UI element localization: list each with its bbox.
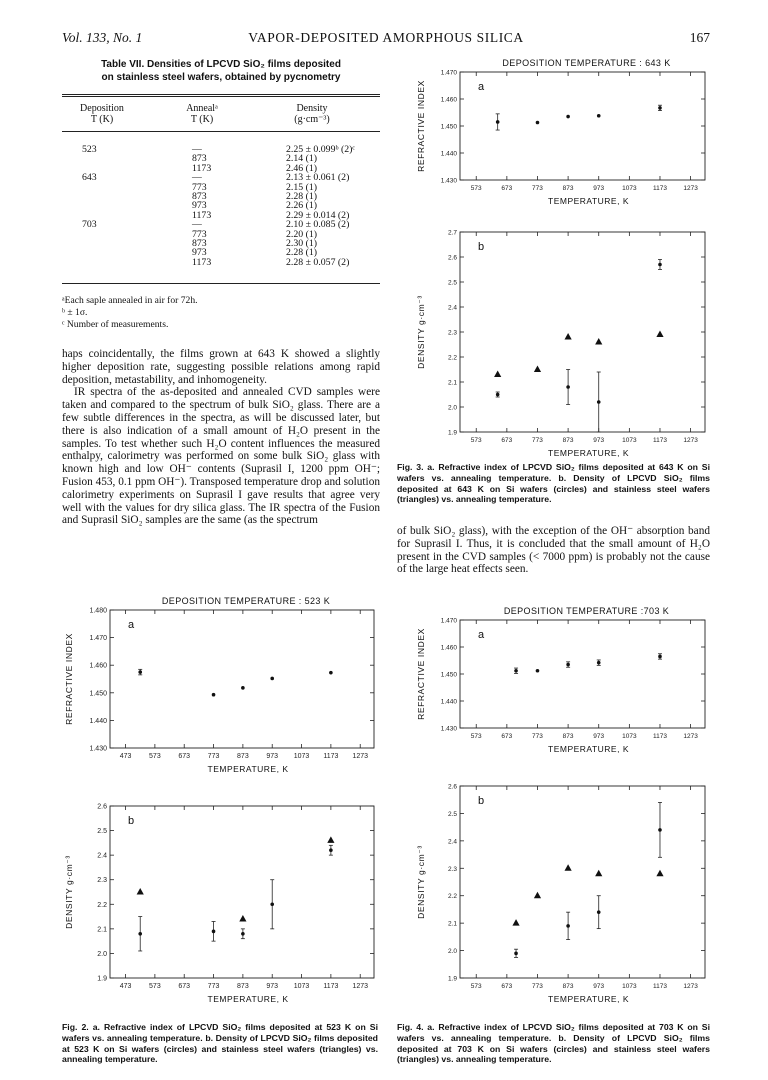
table-cell-density: 2.29 ± 0.014 (2) [286,209,350,221]
y-tick-label: 2.0 [97,950,107,958]
x-tick-label: 1273 [683,733,698,740]
plot-frame [460,786,705,978]
table-cell-deposition: 703 [82,219,97,231]
x-tick-label: 1173 [652,733,667,740]
data-point-triangle [565,864,572,871]
panel-label: a [478,629,485,641]
x-tick-label: 673 [501,733,513,740]
data-point-circle [270,902,274,906]
x-tick-label: 673 [501,983,513,990]
data-point-circle [597,910,601,914]
table-cell-density: 2.26 (1) [286,200,318,212]
x-tick-label: 1273 [352,983,369,990]
table-cell-anneal: 773 [192,181,207,193]
y-axis-label: DENSITY g·cm⁻³ [416,295,426,369]
y-tick-label: 2.1 [97,926,107,934]
data-point-circle [212,930,216,934]
table-cell-deposition: 643 [82,172,97,184]
x-axis-label: TEMPERATURE, K [207,764,289,774]
y-tick-label: 2.2 [447,893,457,901]
x-tick-label: 673 [178,983,191,990]
y-tick-label: 2.3 [447,329,457,337]
data-point-triangle [512,919,519,926]
y-tick-label: 1.430 [440,177,457,185]
y-tick-label: 2.4 [447,304,457,312]
y-tick-label: 2.1 [447,379,457,387]
table-cell-density: 2.30 (1) [286,238,318,250]
footnote-b: ᵇ ± 1σ. [62,307,88,318]
data-point-triangle [656,331,663,338]
footnote-c: ᶜ Number of measurements. [62,319,169,330]
data-point-circle [241,932,245,936]
data-point-triangle [595,338,602,345]
figure-2-caption: Fig. 2. a. Refractive index of LPCVD SiO₂ films deposited at 523 K on Si wafers vs. annealing temperature. b. Density of LPCVD SiO₂ films deposited at 523 K on Si wafers (circles) and stainless steel wafers (triangles) vs. annealing temperature. [62,1022,378,1065]
table-cell-density: 2.28 ± 0.057 (2) [286,256,350,268]
table-cell-anneal: 973 [192,200,207,212]
y-tick-label: 1.480 [89,607,107,615]
data-point-circle [514,952,518,956]
data-point-triangle [656,870,663,877]
x-tick-label: 873 [562,733,574,740]
data-point-circle [138,932,142,936]
y-tick-label: 1.430 [89,745,107,753]
y-tick-label: 1.430 [440,725,457,733]
y-tick-label: 2.6 [447,783,457,791]
data-point-circle [329,671,333,675]
col-header-deposition-unit: T (K) [90,114,114,125]
col-header-anneal-unit: T (K) [190,114,214,125]
paragraph-1: haps coincidentally, the films grown at 643 K showed a slightly higher deposition rate, suggesting possible relations among rapid deposition, metastability, and inhomogeneity. [62,348,380,386]
y-axis-label: REFRACTIVE INDEX [416,80,426,172]
table-cell-density: 2.28 (1) [286,247,318,259]
data-point-triangle [137,888,144,895]
y-tick-label: 2.0 [447,948,457,956]
data-point-circle [566,115,570,119]
data-point-circle [658,106,662,110]
x-tick-label: 973 [593,185,605,192]
data-point-triangle [595,870,602,877]
y-tick-label: 2.3 [447,865,457,873]
y-tick-label: 2.2 [97,901,107,909]
x-tick-label: 973 [266,983,279,990]
x-tick-label: 873 [562,983,574,990]
x-tick-label: 573 [470,983,482,990]
x-tick-label: 1073 [622,185,637,192]
y-tick-label: 1.470 [440,69,457,77]
y-tick-label: 1.440 [440,698,457,706]
x-tick-label: 1073 [622,983,637,990]
x-tick-label: 673 [501,185,513,192]
data-point-circle [270,677,274,681]
y-tick-label: 1.9 [447,975,457,983]
x-tick-label: 973 [266,753,279,760]
y-tick-label: 2.1 [447,920,457,928]
col-header-density: Density [296,103,328,114]
x-axis-label: TEMPERATURE, K [548,744,629,754]
table-cell-anneal: 1173 [192,256,212,268]
table-cell-anneal: — [192,219,202,231]
panel-label: b [478,241,485,253]
y-tick-label: 2.0 [447,404,457,412]
x-axis-label: TEMPERATURE, K [548,196,629,206]
y-axis-label: DENSITY g·cm⁻³ [416,845,426,919]
x-tick-label: 773 [532,437,543,444]
table-cell-density: 2.20 (1) [286,228,318,240]
data-point-circle [597,400,601,404]
y-tick-label: 1.9 [447,429,457,437]
data-point-triangle [494,371,501,378]
y-tick-label: 1.450 [440,671,457,679]
table-title-line2: on stainless steel wafers, obtained by pycnometry [101,72,341,83]
x-tick-label: 573 [470,437,482,444]
table-cell-anneal: 873 [192,153,207,165]
table-cell-deposition: 523 [82,144,97,155]
table-cell-density: 2.14 (1) [286,153,318,165]
x-tick-label: 973 [593,733,605,740]
data-point-circle [496,120,500,124]
x-tick-label: 573 [470,185,482,192]
y-axis-label: REFRACTIVE INDEX [416,628,426,720]
x-tick-label: 673 [178,753,191,760]
panel-label: a [128,619,135,631]
x-tick-label: 973 [593,983,605,990]
table-cell-anneal: 773 [192,228,207,240]
panel-label: b [478,795,485,807]
x-tick-label: 1273 [683,185,698,192]
paragraph-3: of bulk SiO₂ glass), with the exception of the OH⁻ absorption band for Suprasil I. Thus, it is concluded that the small amount of H₂O present in the CVD samples (< 7000 ppm) is probably not the cause of the large heat effects seen. [397,525,710,576]
y-tick-label: 2.2 [447,354,457,362]
y-tick-label: 2.4 [447,838,457,846]
data-point-circle [496,393,500,397]
y-tick-label: 2.3 [97,877,107,885]
x-tick-label: 773 [207,753,220,760]
running-title: VAPOR-DEPOSITED AMORPHOUS SILICA [248,30,524,45]
x-tick-label: 1073 [622,437,637,444]
panel-label: a [478,81,485,93]
y-tick-label: 1.460 [440,644,457,652]
x-axis-label: TEMPERATURE, K [207,994,289,1004]
table-title-line1: Table VII. Densities of LPCVD SiO₂ films deposited [101,59,341,70]
y-tick-label: 1.460 [440,96,457,104]
data-point-circle [597,114,601,118]
table-cell-density: 2.28 (1) [286,191,318,203]
data-point-circle [138,670,142,674]
x-tick-label: 873 [562,437,574,444]
data-point-triangle [565,333,572,340]
paragraph-2: IR spectra of the as-deposited and annealed CVD samples were taken and compared to the spectrum of bulk SiO₂ glass. There are a few subtle differences in the spectra, as will be discussed later, but there is also indication of a small amount of H₂O present in the samples. To test whether such H₂O content influences the measured enthalpy, calorimetry was performed on some bulk SiO₂ glass with known high and low OH⁻ contents (Suprasil I, 1200 ppm OH⁻; Fusion 453, 0.1 ppm OH⁻). Transposed temperature drop and solution calorimetry experiments on Suprasil I gave results that agree very well with the values for dry silica glass. The IR spectra of the Fusion and Suprasil SiO₂ samples are the same (as the spectrum [62,386,380,527]
x-tick-label: 1273 [683,983,698,990]
data-point-triangle [327,836,334,843]
table-cell-anneal: 973 [192,247,207,259]
data-point-circle [658,655,662,659]
y-axis-label: REFRACTIVE INDEX [64,633,74,725]
y-tick-label: 1.440 [440,150,457,158]
col-header-density-unit: (g·cm⁻³) [294,114,330,125]
plot-frame [460,232,705,432]
data-point-circle [329,848,333,852]
x-tick-label: 773 [207,983,220,990]
x-tick-label: 1173 [652,983,667,990]
y-tick-label: 1.9 [97,975,107,983]
table-cell-anneal: — [192,144,202,155]
chart-title: DEPOSITION TEMPERATURE :703 K [503,606,670,616]
x-tick-label: 673 [501,437,513,444]
y-tick-label: 2.5 [447,810,457,818]
figure-4-caption: Fig. 4. a. Refractive index of LPCVD SiO₂ films deposited at 703 K on Si wafers vs. annealing temperature. b. Density of LPCVD SiO₂ films deposited at 703 K on Si wafers (circles) and stainless steel wafers (triangles) vs. annealing temperature. [397,1022,710,1065]
x-axis-label: TEMPERATURE, K [548,994,629,1004]
table-cell-anneal: 873 [192,238,207,250]
y-tick-label: 2.5 [97,828,107,836]
y-tick-label: 2.6 [97,803,107,811]
y-tick-label: 1.440 [89,717,107,725]
x-tick-label: 1073 [293,753,310,760]
x-tick-label: 473 [119,753,132,760]
table-cell-density: 2.46 (1) [286,162,318,174]
data-point-circle [597,661,601,665]
y-axis-label: DENSITY g·cm⁻³ [64,855,74,929]
y-tick-label: 1.460 [89,662,107,670]
data-point-circle [241,686,245,690]
plot-frame [460,620,705,728]
data-point-circle [514,669,518,673]
table-cell-anneal: 1173 [192,209,212,221]
data-point-circle [566,385,570,389]
x-tick-label: 1173 [323,983,339,990]
x-tick-label: 773 [532,733,543,740]
x-axis-label: TEMPERATURE, K [548,448,629,458]
x-tick-label: 1173 [652,185,667,192]
x-tick-label: 1273 [683,437,698,444]
data-point-triangle [534,366,541,373]
data-point-circle [658,263,662,267]
x-tick-label: 1073 [293,983,310,990]
table-cell-density: 2.10 ± 0.085 (2) [286,219,350,231]
journal-volume: Vol. 133, No. 1 [62,30,143,45]
data-point-circle [536,669,540,673]
data-point-circle [536,121,540,125]
y-tick-label: 1.450 [89,690,107,698]
chart-title: DEPOSITION TEMPERATURE : 643 K [502,58,671,68]
figure-3-caption: Fig. 3. a. Refractive index of LPCVD SiO₂ films deposited at 643 K on Si wafers vs. annealing temperature. b. Density of LPCVD SiO₂ films deposited at 643 K on Si wafers (circles) and stainless steel wafers (triangles) vs. annealing temperature. [397,462,710,505]
x-tick-label: 773 [532,983,543,990]
table-cell-anneal: — [192,172,202,184]
footnote-a: ᵃEach saple annealed in air for 72h. [62,295,198,306]
x-tick-label: 873 [237,983,249,990]
x-tick-label: 573 [149,983,161,990]
data-point-triangle [534,892,541,899]
y-tick-label: 2.5 [447,279,457,287]
y-tick-label: 2.7 [447,229,457,237]
page-number: 167 [689,30,710,45]
chart-title: DEPOSITION TEMPERATURE : 523 K [161,596,331,606]
col-header-anneal: Annealᵃ [186,103,218,114]
table-cell-density: 2.15 (1) [286,181,318,193]
x-tick-label: 1173 [652,437,667,444]
data-point-circle [212,693,216,697]
x-tick-label: 973 [593,437,605,444]
data-point-circle [658,828,662,832]
plot-frame [110,806,374,978]
y-tick-label: 2.4 [97,852,107,860]
y-tick-label: 1.470 [89,635,107,643]
y-tick-label: 1.450 [440,123,457,131]
x-tick-label: 873 [562,185,574,192]
x-tick-label: 1073 [622,733,637,740]
x-tick-label: 573 [149,753,161,760]
data-point-triangle [239,915,246,922]
y-tick-label: 2.6 [447,254,457,262]
x-tick-label: 1173 [323,753,339,760]
table-cell-density: 2.25 ± 0.099ᵇ (2)ᶜ [286,144,355,155]
table-cell-anneal: 1173 [192,162,212,174]
x-tick-label: 573 [470,733,482,740]
table-cell-anneal: 873 [192,191,207,203]
table-cell-density: 2.13 ± 0.061 (2) [286,172,350,184]
panel-label: b [128,815,135,827]
x-tick-label: 873 [237,753,249,760]
data-point-circle [566,663,570,667]
col-header-deposition: Deposition [80,103,124,114]
y-tick-label: 1.470 [440,617,457,625]
x-tick-label: 773 [532,185,543,192]
plot-frame [460,72,705,180]
plot-frame [110,610,374,748]
data-point-circle [566,924,570,928]
x-tick-label: 473 [119,983,132,990]
x-tick-label: 1273 [352,753,369,760]
